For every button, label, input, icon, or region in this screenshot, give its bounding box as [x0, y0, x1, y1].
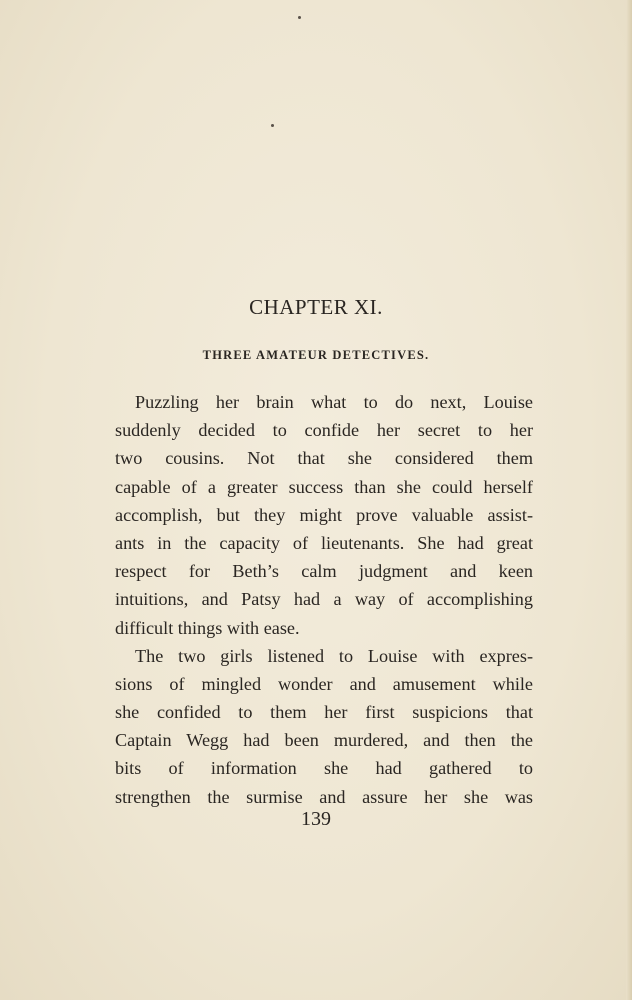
paragraph — [115, 642, 533, 811]
text-line: The two girls listened to Louise with expres- — [135, 645, 533, 666]
text-line: difficult things with ease. — [115, 617, 300, 638]
text-line: two cousins. Not that she considered them — [115, 448, 533, 469]
paper-speck — [271, 124, 274, 127]
text-line: she confided to them her first suspicions that — [115, 702, 533, 723]
paragraph — [115, 388, 533, 642]
text-line: capable of a greater success than she could herself — [115, 476, 533, 497]
text-line: strengthen the surmise and assure her she was — [115, 786, 533, 807]
text-line: bits of information she had gathered to — [115, 758, 533, 779]
text-line: accomplish, but they might prove valuable assist- — [115, 504, 533, 525]
body-text — [115, 388, 533, 811]
text-line: suddenly decided to confide her secret to her — [115, 420, 533, 441]
text-line: respect for Beth’s calm judgment and keen — [115, 561, 533, 582]
text-line: Captain Wegg had been murdered, and then the — [115, 730, 533, 751]
text-line: Puzzling her brain what to do next, Louise — [135, 392, 533, 412]
page-edge — [626, 0, 632, 1000]
page-number: 139 — [301, 808, 331, 830]
text-line: ants in the capacity of lieutenants. She had great — [115, 532, 533, 553]
chapter-subtitle: THREE AMATEUR DETECTIVES. — [202, 348, 430, 362]
paper-speck — [298, 16, 301, 19]
chapter-title: CHAPTER XI. — [249, 295, 383, 319]
text-line: intuitions, and Patsy had a way of accomplishing — [115, 589, 533, 610]
text-line: sions of mingled wonder and amusement while — [115, 673, 533, 694]
